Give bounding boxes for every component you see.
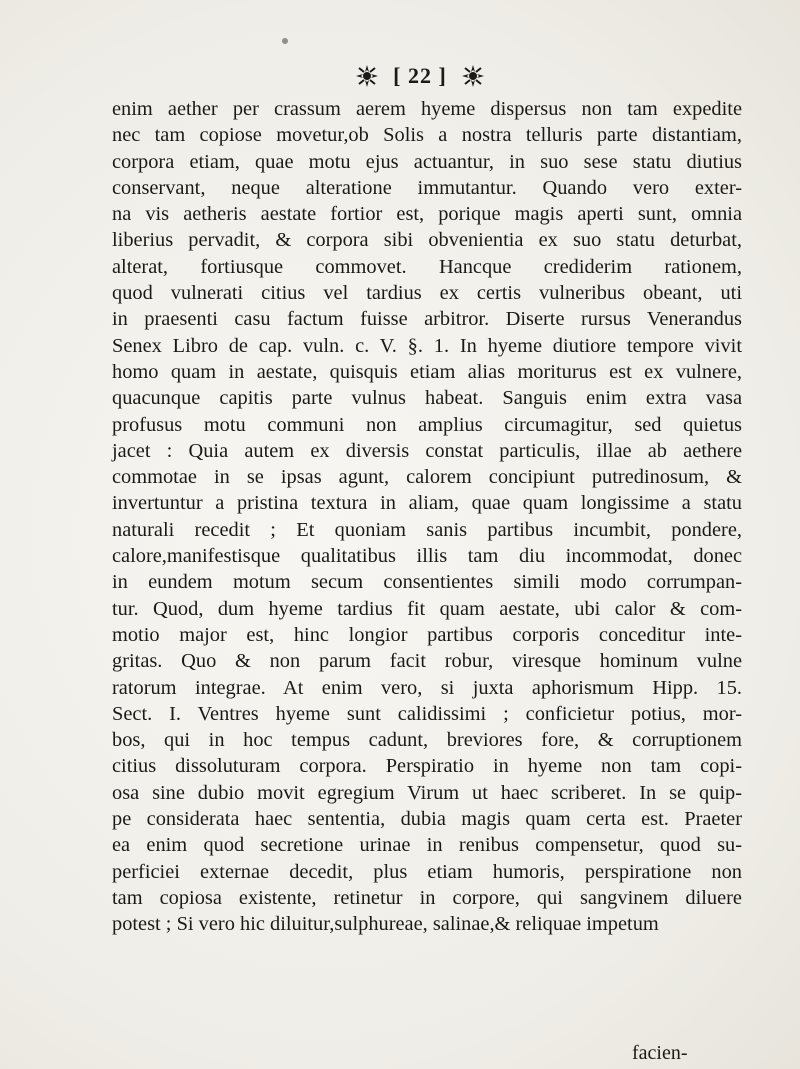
text-line: tur. Quod, dum hyeme tardius fit quam aestate, ubi calor & com- (112, 597, 742, 620)
text-line: liberius pervadit, & corpora sibi obvenientia ex suo statu deturbat, (112, 229, 742, 252)
text-line: commotae in se ipsas agunt, calorem concipiunt putredinosum, & (112, 466, 742, 489)
text-line: perficiei externae decedit, plus etiam humoris, perspiratione non (112, 860, 742, 883)
text-line: conservant, neque alteratione immutantur. Quando vero exter- (112, 176, 742, 199)
text-line: calore,manifestisque qualitatibus illis tam diu incommodat, donec (112, 545, 742, 568)
text-line: in praesenti casu factum fuisse arbitror. Diserte rursus Venerandus (112, 308, 742, 331)
text-line: enim aether per crassum aerem hyeme dispersus non tam expedite (112, 98, 742, 120)
text-line: Senex Libro de cap. vuln. c. V. §. 1. In hyeme diutiore tempore vivit (112, 334, 742, 357)
text-line: quod vulnerati citius vel tardius ex certis vulneribus obeant, uti (112, 282, 742, 305)
text-line: naturali recedit ; Et quoniam sanis partibus incumbit, pondere, (112, 518, 742, 541)
text-line: ea enim quod secretione urinae in renibus compensetur, quod su- (112, 834, 742, 857)
page-number: [ 22 ] (393, 63, 447, 88)
text-line: homo quam in aestate, quisquis etiam alias moriturus est ex vulnere, (112, 360, 742, 383)
text-line: profusus motu communi non amplius circumagitur, sed quietus (112, 413, 742, 436)
text-line: tam copiosa existente, retinetur in corpore, qui sangvinem diluere (112, 886, 742, 909)
text-line: Sect. I. Ventres hyeme sunt calidissimi ; conficietur potius, mor- (112, 702, 742, 725)
text-line: ratorum integrae. At enim vero, si juxta aphorismum Hipp. 15. (112, 676, 742, 699)
ink-blot (282, 38, 288, 44)
text-line: nec tam copiose movetur,ob Solis a nostra telluris parte distantiam, (112, 124, 742, 147)
text-line: osa sine dubio movit egregium Virum ut haec scriberet. In se quip- (112, 781, 742, 804)
text-line: gritas. Quo & non parum facit robur, viresque hominum vulne (112, 650, 742, 673)
text-line: corpora etiam, quae motu ejus actuantur, in suo sese statu diutius (112, 150, 742, 173)
text-line: jacet : Quia autem ex diversis constat particulis, illae ab aethere (112, 439, 742, 462)
body-text (112, 96, 742, 938)
fleuron-icon (355, 64, 379, 88)
page-header (290, 60, 550, 92)
catchword: facien- (632, 1042, 688, 1064)
text-line: motio major est, hinc longior partibus corporis conceditur inte- (112, 623, 742, 646)
text-line: in eundem motum secum consentientes simili modo corrumpan- (112, 571, 742, 594)
text-line: alterat, fortiusque commovet. Hancque crediderim rationem, (112, 255, 742, 278)
text-line: citius dissoluturam corpora. Perspiratio in hyeme non tam copi- (112, 755, 742, 778)
text-line: na vis aetheris aestate fortior est, porique magis aperti sunt, omnia (112, 203, 742, 226)
text-line: quacunque capitis parte vulnus habeat. Sanguis enim extra vasa (112, 387, 742, 410)
fleuron-icon (461, 64, 485, 88)
text-line: bos, qui in hoc tempus cadunt, breviores fore, & corruptionem (112, 729, 742, 752)
text-line: potest ; Si vero hic diluitur,sulphureae, salinae,& reliquae impetum (112, 913, 659, 936)
text-line: invertuntur a pristina textura in aliam, quae quam longissime a statu (112, 492, 742, 515)
text-line: pe considerata haec sententia, dubia magis quam certa est. Praeter (112, 808, 742, 831)
